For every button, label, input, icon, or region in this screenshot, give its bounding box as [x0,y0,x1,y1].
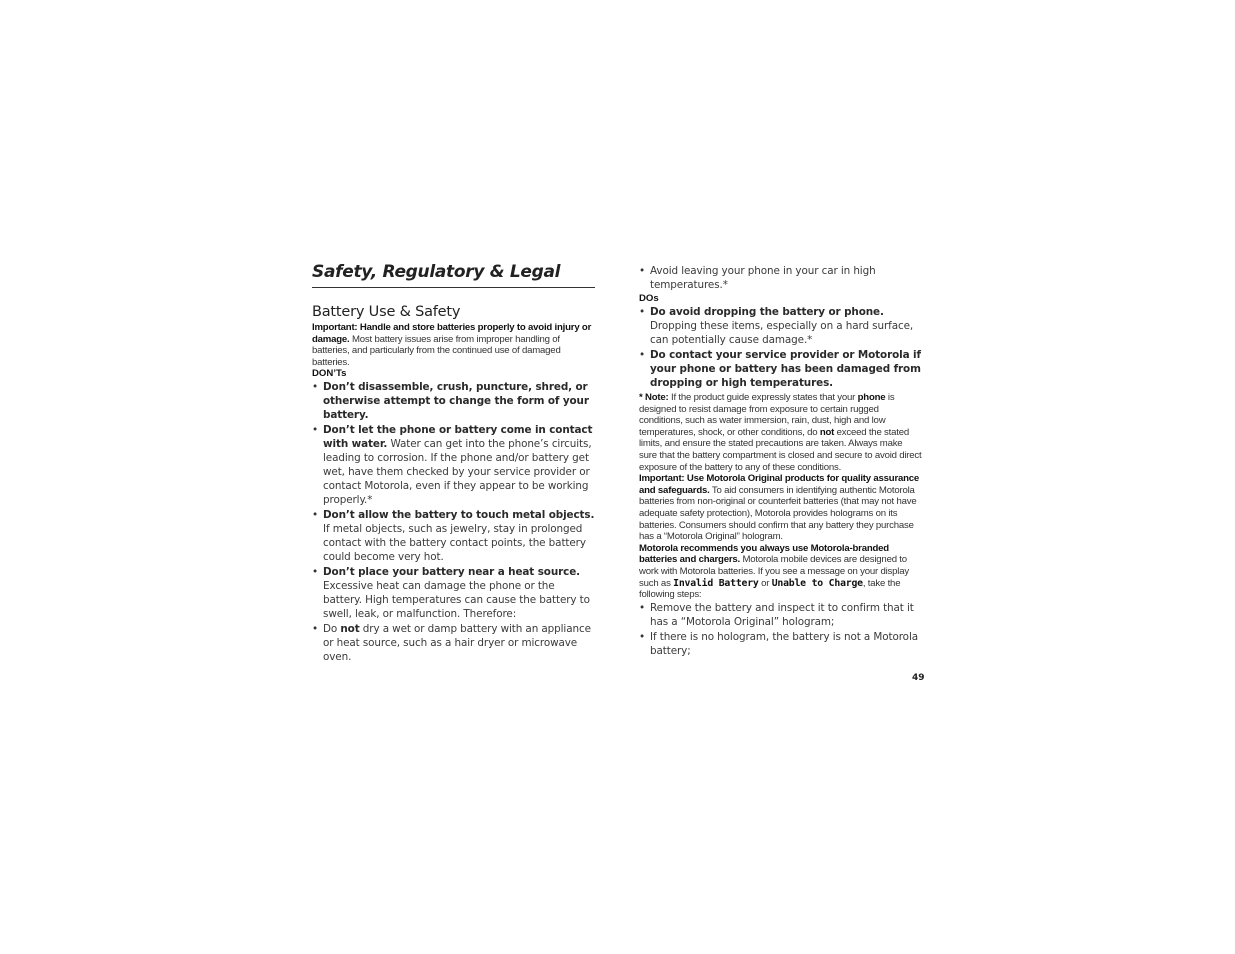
section-title: Safety, Regulatory & Legal [312,262,595,288]
dont-item-text: If metal objects, such as jewelry, stay in prolonged contact with the battery contact points, the battery could become very hot. [323,523,586,564]
dos-heading: DOs [639,293,659,304]
note-text: is designed to resist damage from exposure to certain rugged conditions, such as water immersion, rain, dust, high and low temperatures, shock, or other conditions, do [639,392,895,438]
recommend-text: , take the following steps: [639,577,901,601]
page-number: 49 [912,673,925,683]
dont-item-disassemble [312,380,595,422]
recommend-bold: Motorola recommends you always use Motorola-branded batteries and chargers. [639,542,889,566]
do-item-bold: Do avoid dropping the battery or phone. [650,306,884,318]
dont-sub-item-dry [312,622,595,664]
dont-sub-pre: Do [323,623,341,636]
original-text: To aid consumers in identifying authentic Motorola batteries from non-original or counterfeit batteries (that may not have adequate safety protection), Motorola provides holograms on its batteries. Consumers should confirm that any battery they purchase has a “Motorola Original” hologram. [639,484,917,543]
rugged-note [639,392,922,473]
dont-sub-bold: not [340,623,360,636]
original-bold: Important: Use Motorola Original products for quality assurance and safeguards. [639,473,920,496]
recommend-text: or [758,577,772,589]
recommend-text: Motorola mobile devices are designed to work with Motorola batteries. If you see a message on your display such as [639,554,909,589]
do-item-contact-provider [639,348,922,390]
battery-intro [312,322,595,368]
donts-heading: DON’Ts [312,368,347,380]
dont-item-bold: Don’t allow the battery to touch metal objects. [323,509,595,522]
dont-sub-item-car: • Avoid leaving your phone in your car in high temperatures.* [639,264,922,292]
original-products-note [639,473,922,543]
dont-item-text: Water can get into the phone’s circuits, leading to corrosion. If the phone and/or battery get wet, have them checked by your service provider or contact Motorola, even if they appear to be working properly.* [323,438,592,507]
do-item-bold: Do contact your service provider or Motorola if your phone or battery has been damaged from dropping or high temperatures. [650,349,921,389]
battery-intro-bold: Important: Handle and store batteries properly to avoid injury or damage. [312,322,592,345]
do-item-text: Dropping these items, especially on a hard surface, can potentially cause damage.* [650,320,914,346]
dont-item-metal [312,508,595,564]
step-item-no-hologram: • If there is no hologram, the battery is not a Motorola battery; [639,630,922,658]
dont-item-text: Excessive heat can damage the phone or the battery. High temperatures can cause the battery to swell, leak, or malfunction. Therefore: [323,580,590,621]
invalid-battery-message: Invalid Battery [673,577,759,589]
subsection-title: Battery Use & Safety [312,304,461,320]
recommend-note [639,543,922,601]
note-phone: phone [857,392,886,403]
dont-item-bold: Don’t let the phone or battery come in contact with water. [323,424,593,451]
note-text: exceed the stated limits, and ensure the stated precautions are taken. Always make sure that the battery compartment is closed and secure to avoid direct exposure of the battery to any of these conditions. [639,426,922,473]
do-item-avoid-dropping [639,305,922,347]
dont-item-heat [312,565,595,621]
dont-item-bold: Don’t disassemble, crush, puncture, shred, or otherwise attempt to change the form of your battery. [323,381,589,422]
donts-list [312,380,595,664]
battery-intro-text: Most battery issues arise from improper handling of batteries, and particularly from the continued use of damaged batteries. [312,333,561,368]
note-not: not [819,426,835,438]
unable-to-charge-message: Unable to Charge [771,577,863,589]
step-item-remove: • Remove the battery and inspect it to confirm that it has a “Motorola Original” hologram; [639,601,922,629]
dont-sub-post: dry a wet or damp battery with an appliance or heat source, such as a hair dryer or microwave oven. [323,623,591,664]
dos-list [639,305,922,390]
dont-item-bold: Don’t place your battery near a heat source. [323,566,580,579]
note-text: If the product guide expressly states that your [668,392,858,403]
steps-list [639,601,922,658]
note-label: * Note: [639,392,669,403]
right-column [639,264,922,659]
dont-continued-list [639,264,922,292]
left-column [312,262,595,665]
dont-item-water [312,423,595,507]
